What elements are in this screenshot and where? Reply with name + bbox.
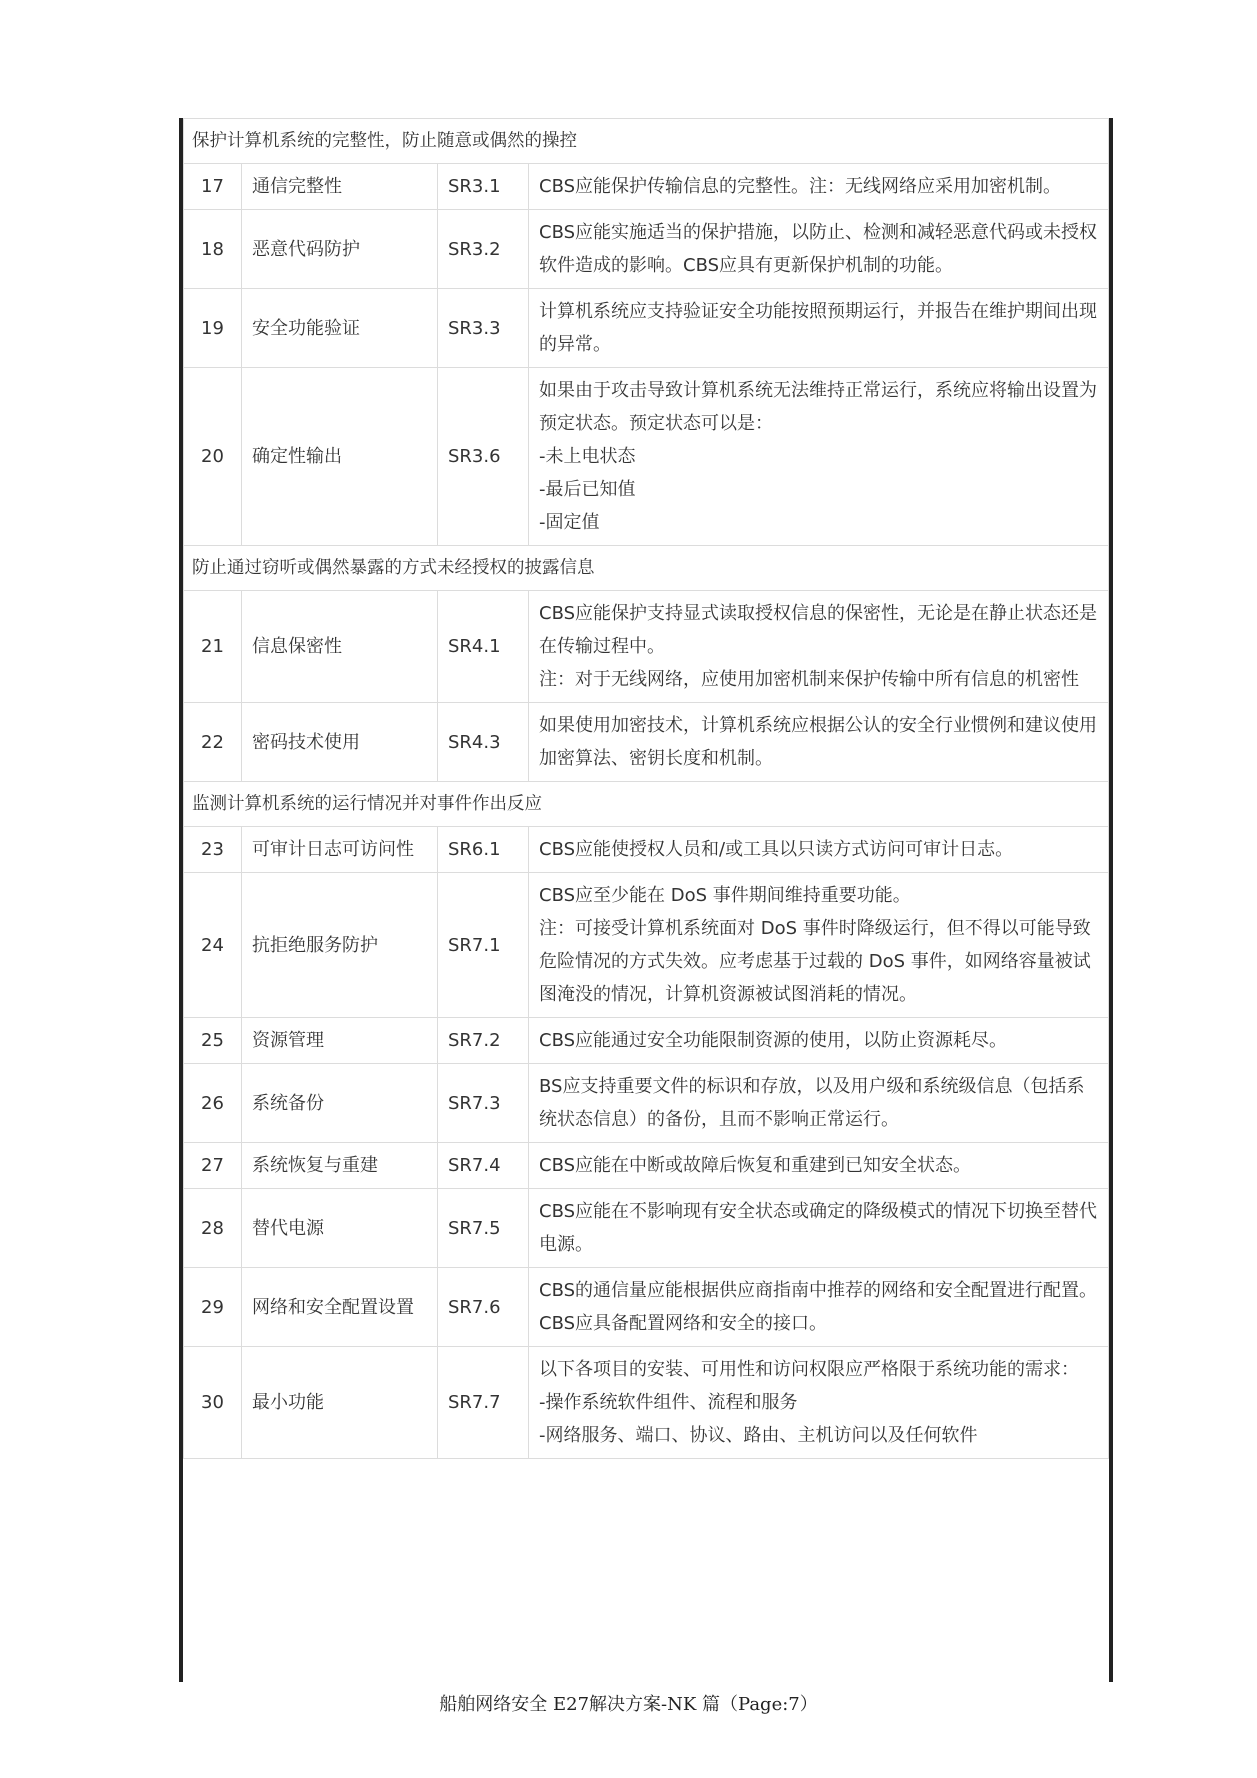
- description-line: 如果使用加密技术，计算机系统应根据公认的安全行业惯例和建议使用加密算法、密钥长度和机制。: [539, 715, 1097, 769]
- description-line: CBS应能保护支持显式读取授权信息的保密性，无论是在静止状态还是在传输过程中。: [539, 603, 1098, 657]
- requirement-name: 安全功能验证: [242, 289, 438, 368]
- requirement-description: [529, 289, 1109, 368]
- requirement-number: 21: [184, 591, 242, 703]
- requirements-table-frame: [179, 118, 1113, 1682]
- requirement-row: [184, 1064, 1109, 1143]
- section-header-row: [184, 546, 1109, 591]
- section-title: 监测计算机系统的运行情况并对事件作出反应: [184, 782, 1109, 827]
- requirement-description: [529, 1189, 1109, 1268]
- requirement-name: 信息保密性: [242, 591, 438, 703]
- requirement-name: 网络和安全配置设置: [242, 1268, 438, 1347]
- requirement-name: 最小功能: [242, 1347, 438, 1459]
- requirement-sr-code: SR4.3: [438, 703, 529, 782]
- description-line: CBS应能实施适当的保护措施，以防止、检测和减轻恶意代码或未授权软件造成的影响。CBS应具有更新保护机制的功能。: [539, 222, 1098, 276]
- requirement-name: 可审计日志可访问性: [242, 827, 438, 873]
- requirement-row: [184, 1143, 1109, 1189]
- requirement-description: [529, 1064, 1109, 1143]
- requirement-name: 系统备份: [242, 1064, 438, 1143]
- requirement-description: [529, 703, 1109, 782]
- requirement-sr-code: SR3.2: [438, 210, 529, 289]
- requirement-sr-code: SR7.3: [438, 1064, 529, 1143]
- section-header-row: [184, 119, 1109, 164]
- requirement-number: 27: [184, 1143, 242, 1189]
- requirements-table-body: [184, 119, 1109, 1459]
- requirement-sr-code: SR4.1: [438, 591, 529, 703]
- requirement-name: 密码技术使用: [242, 703, 438, 782]
- requirement-number: 22: [184, 703, 242, 782]
- requirement-number: 23: [184, 827, 242, 873]
- requirement-description: [529, 827, 1109, 873]
- description-line: CBS应能通过安全功能限制资源的使用，以防止资源耗尽。: [539, 1030, 1008, 1051]
- description-line: CBS应至少能在 DoS 事件期间维持重要功能。: [539, 885, 911, 906]
- description-line: 注：可接受计算机系统面对 DoS 事件时降级运行，但不得以可能导致危险情况的方式失效。应考虑基于过载的 DoS 事件，如网络容量被试图淹没的情况，计算机资源被试图消耗的情况。: [539, 918, 1091, 1005]
- requirement-description: [529, 873, 1109, 1018]
- description-line: -固定值: [539, 512, 600, 533]
- requirement-name: 替代电源: [242, 1189, 438, 1268]
- requirement-number: 28: [184, 1189, 242, 1268]
- description-line: 计算机系统应支持验证安全功能按照预期运行，并报告在维护期间出现的异常。: [539, 301, 1097, 355]
- requirement-sr-code: SR7.4: [438, 1143, 529, 1189]
- requirement-sr-code: SR7.5: [438, 1189, 529, 1268]
- section-title: 保护计算机系统的完整性，防止随意或偶然的操控: [184, 119, 1109, 164]
- description-line: CBS应能在中断或故障后恢复和重建到已知安全状态。: [539, 1155, 972, 1176]
- page-footer: 船舶网络安全 E27解决方案-NK 篇（Page:7）: [439, 1694, 818, 1715]
- requirement-description: [529, 1018, 1109, 1064]
- requirement-name: 资源管理: [242, 1018, 438, 1064]
- requirement-number: 29: [184, 1268, 242, 1347]
- requirement-name: 恶意代码防护: [242, 210, 438, 289]
- requirement-number: 17: [184, 164, 242, 210]
- requirement-row: [184, 210, 1109, 289]
- requirement-row: [184, 1189, 1109, 1268]
- requirement-row: [184, 873, 1109, 1018]
- requirements-table: [183, 118, 1109, 1459]
- requirement-row: [184, 591, 1109, 703]
- requirement-number: 18: [184, 210, 242, 289]
- requirement-number: 26: [184, 1064, 242, 1143]
- requirement-row: [184, 1268, 1109, 1347]
- description-line: -最后已知值: [539, 479, 636, 500]
- description-line: -操作系统软件组件、流程和服务: [539, 1392, 798, 1413]
- requirement-description: [529, 210, 1109, 289]
- requirement-sr-code: SR3.6: [438, 368, 529, 546]
- description-line: 以下各项目的安装、可用性和访问权限应严格限于系统功能的需求：: [539, 1359, 1079, 1380]
- requirement-row: [184, 827, 1109, 873]
- description-line: 注：对于无线网络，应使用加密机制来保护传输中所有信息的机密性: [539, 669, 1079, 690]
- description-line: CBS应能使授权人员和/或工具以只读方式访问可审计日志。: [539, 839, 1014, 860]
- description-line: CBS的通信量应能根据供应商指南中推荐的网络和安全配置进行配置。CBS应具备配置网络和安全的接口。: [539, 1280, 1098, 1334]
- requirement-number: 25: [184, 1018, 242, 1064]
- requirement-name: 通信完整性: [242, 164, 438, 210]
- description-line: CBS应能保护传输信息的完整性。注：无线网络应采用加密机制。: [539, 176, 1062, 197]
- description-line: -未上电状态: [539, 446, 636, 467]
- requirement-number: 24: [184, 873, 242, 1018]
- requirement-sr-code: SR7.7: [438, 1347, 529, 1459]
- requirement-description: [529, 164, 1109, 210]
- section-title: 防止通过窃听或偶然暴露的方式未经授权的披露信息: [184, 546, 1109, 591]
- requirement-name: 确定性输出: [242, 368, 438, 546]
- requirement-sr-code: SR3.3: [438, 289, 529, 368]
- requirement-name: 抗拒绝服务防护: [242, 873, 438, 1018]
- section-header-row: [184, 782, 1109, 827]
- description-line: -网络服务、端口、协议、路由、主机访问以及任何软件: [539, 1425, 978, 1446]
- requirement-row: [184, 1018, 1109, 1064]
- requirement-description: [529, 368, 1109, 546]
- requirement-row: [184, 368, 1109, 546]
- description-line: BS应支持重要文件的标识和存放，以及用户级和系统级信息（包括系统状态信息）的备份，且而不影响正常运行。: [539, 1076, 1085, 1130]
- requirement-row: [184, 164, 1109, 210]
- requirement-description: [529, 1347, 1109, 1459]
- requirement-sr-code: SR7.6: [438, 1268, 529, 1347]
- description-line: 如果由于攻击导致计算机系统无法维持正常运行，系统应将输出设置为预定状态。预定状态可以是：: [539, 380, 1097, 434]
- requirement-description: [529, 591, 1109, 703]
- requirement-description: [529, 1268, 1109, 1347]
- requirement-number: 30: [184, 1347, 242, 1459]
- requirement-sr-code: SR7.1: [438, 873, 529, 1018]
- requirement-number: 19: [184, 289, 242, 368]
- requirement-sr-code: SR6.1: [438, 827, 529, 873]
- description-line: CBS应能在不影响现有安全状态或确定的降级模式的情况下切换至替代电源。: [539, 1201, 1098, 1255]
- requirement-name: 系统恢复与重建: [242, 1143, 438, 1189]
- requirement-row: [184, 289, 1109, 368]
- requirement-row: [184, 703, 1109, 782]
- requirement-number: 20: [184, 368, 242, 546]
- requirement-row: [184, 1347, 1109, 1459]
- requirement-sr-code: SR7.2: [438, 1018, 529, 1064]
- requirement-description: [529, 1143, 1109, 1189]
- requirement-sr-code: SR3.1: [438, 164, 529, 210]
